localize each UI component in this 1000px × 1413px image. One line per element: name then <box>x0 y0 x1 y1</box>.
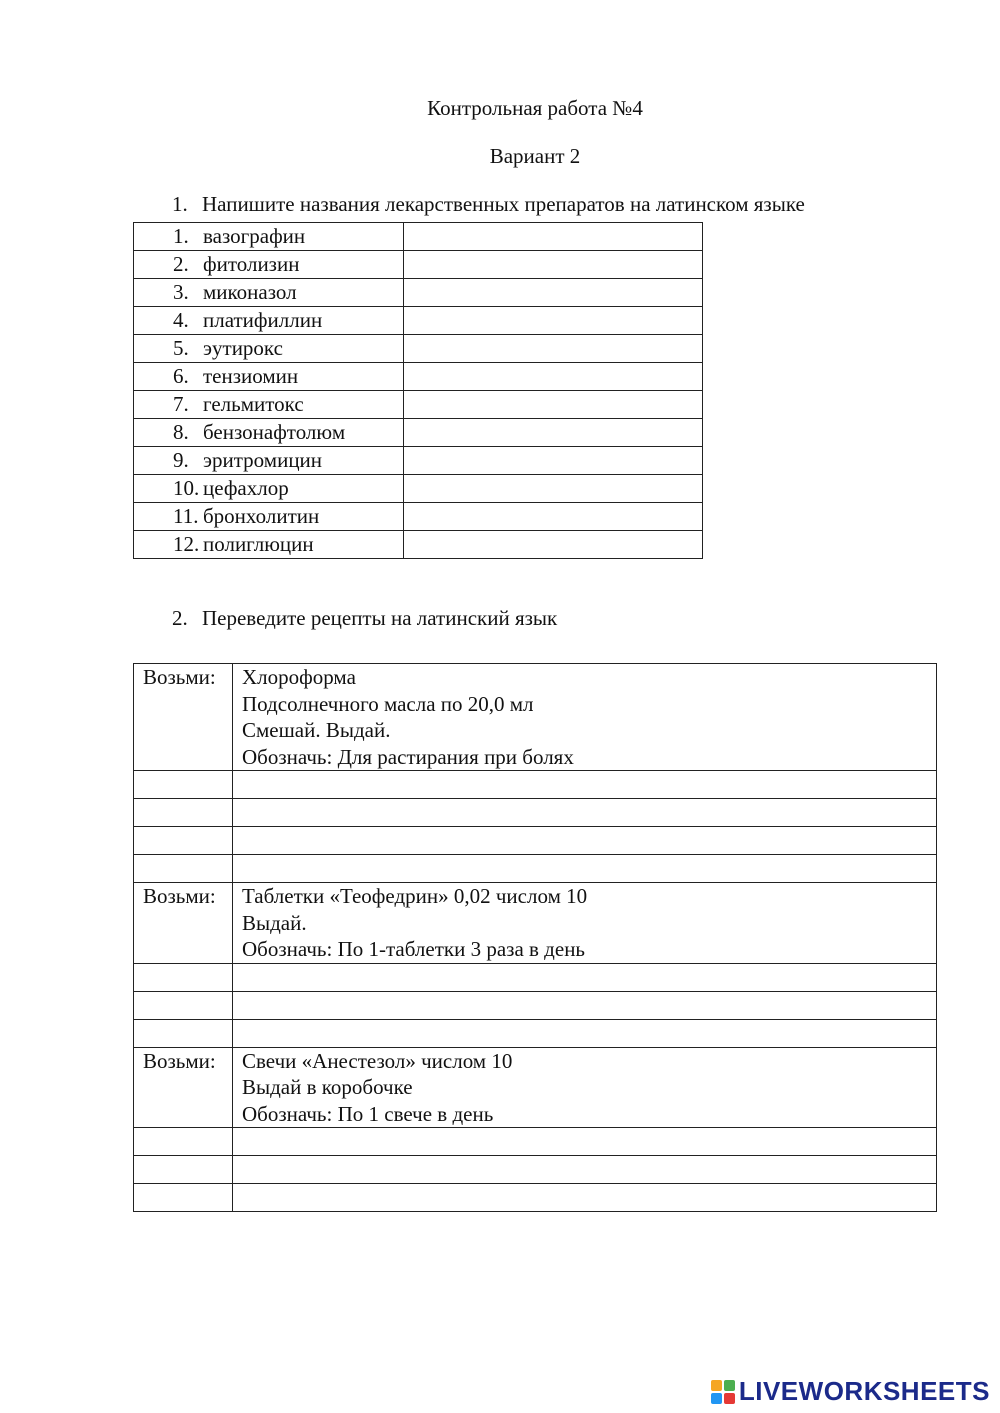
latin-answer-cell[interactable] <box>404 223 703 251</box>
drug-row <box>134 419 703 447</box>
latin-answer-cell[interactable] <box>404 503 703 531</box>
recipe-label-text: Возьми: <box>143 884 216 908</box>
recipe-line: Хлороформа <box>242 665 356 689</box>
drug-row <box>134 251 703 279</box>
drug-name-cell <box>134 251 404 279</box>
latin-answer-cell[interactable] <box>404 531 703 559</box>
answer-row <box>134 991 937 1019</box>
answer-row <box>134 827 937 855</box>
answer-label-cell[interactable] <box>134 827 233 855</box>
drug-number: 1. <box>173 224 189 248</box>
drug-row <box>134 531 703 559</box>
answer-text-cell[interactable] <box>233 799 937 827</box>
drug-name: фитолизин <box>203 252 300 276</box>
logo-square-3 <box>711 1393 722 1404</box>
recipes-table <box>133 663 937 1212</box>
drug-number: 9. <box>173 448 189 472</box>
drug-name: бронхолитин <box>203 504 320 528</box>
drug-row <box>134 363 703 391</box>
recipe-label <box>134 1047 233 1128</box>
recipe-label-text: Возьми: <box>143 665 216 689</box>
recipe-line: Обозначь: Для растирания при болях <box>242 744 574 769</box>
drug-row <box>134 335 703 363</box>
drug-name-cell <box>134 447 404 475</box>
drug-name: гельмитокс <box>203 392 304 416</box>
drug-row <box>134 447 703 475</box>
recipe-row <box>134 664 937 771</box>
drug-number: 7. <box>173 392 189 416</box>
drug-number: 11. <box>173 504 199 528</box>
drug-name-cell <box>134 335 404 363</box>
recipe-text <box>233 883 937 964</box>
latin-answer-cell[interactable] <box>404 251 703 279</box>
drug-name-cell <box>134 279 404 307</box>
recipe-text <box>233 664 937 771</box>
drug-name-cell <box>134 363 404 391</box>
task-2-text: Переведите рецепты на латинский язык <box>202 606 558 630</box>
answer-row <box>134 963 937 991</box>
task-2-number: 2. <box>172 606 188 630</box>
drug-name: тензиомин <box>203 364 299 388</box>
answer-label-cell[interactable] <box>134 855 233 883</box>
recipe-label <box>134 664 233 771</box>
drug-row <box>134 223 703 251</box>
latin-answer-cell[interactable] <box>404 419 703 447</box>
answer-row <box>134 799 937 827</box>
drug-row <box>134 307 703 335</box>
drug-names-table <box>133 222 703 559</box>
answer-text-cell[interactable] <box>233 1128 937 1156</box>
drug-number: 8. <box>173 420 189 444</box>
drug-number: 10. <box>173 476 200 500</box>
recipe-line: Подсолнечного масла по 20,0 мл <box>242 691 534 716</box>
drug-number: 3. <box>173 280 189 304</box>
answer-row <box>134 855 937 883</box>
recipe-label <box>134 883 233 964</box>
drug-number: 12. <box>173 532 200 556</box>
latin-answer-cell[interactable] <box>404 475 703 503</box>
drug-number: 6. <box>173 364 189 388</box>
logo-square-4 <box>724 1393 735 1404</box>
drug-name: бензонафтолюм <box>203 420 346 444</box>
answer-text-cell[interactable] <box>233 1156 937 1184</box>
answer-label-cell[interactable] <box>134 1128 233 1156</box>
latin-answer-cell[interactable] <box>404 363 703 391</box>
drug-row <box>134 391 703 419</box>
page-title: Контрольная работа №4 <box>427 96 643 120</box>
drug-number: 2. <box>173 252 189 276</box>
drug-name: цефахлор <box>203 476 289 500</box>
liveworksheets-logo <box>711 1376 990 1407</box>
drug-number: 5. <box>173 336 189 360</box>
latin-answer-cell[interactable] <box>404 307 703 335</box>
drug-row <box>134 503 703 531</box>
drug-name-cell <box>134 307 404 335</box>
latin-answer-cell[interactable] <box>404 279 703 307</box>
recipe-line: Таблетки «Теофедрин» 0,02 числом 10 <box>242 884 588 908</box>
answer-text-cell[interactable] <box>233 1184 937 1212</box>
recipe-line: Обозначь: По 1 свече в день <box>242 1101 494 1126</box>
answer-text-cell[interactable] <box>233 1019 937 1047</box>
task-1-heading <box>172 192 805 217</box>
answer-label-cell[interactable] <box>134 1019 233 1047</box>
drug-name: платифиллин <box>203 308 323 332</box>
answer-row <box>134 771 937 799</box>
recipe-line: Выдай. <box>242 910 307 935</box>
answer-row <box>134 1156 937 1184</box>
drug-name-cell <box>134 391 404 419</box>
answer-row <box>134 1019 937 1047</box>
drug-name: вазографин <box>203 224 306 248</box>
task-1-number: 1. <box>172 192 188 216</box>
drug-number: 4. <box>173 308 189 332</box>
recipe-text <box>233 1047 937 1128</box>
task-1-text: Напишите названия лекарственных препаратов на латинском языке <box>202 192 805 216</box>
recipe-line: Обозначь: По 1-таблетки 3 раза в день <box>242 937 586 961</box>
recipe-line: Выдай в коробочке <box>242 1075 413 1099</box>
latin-answer-cell[interactable] <box>404 335 703 363</box>
answer-text-cell[interactable] <box>233 771 937 799</box>
drug-name: эритромицин <box>203 448 323 472</box>
drug-row <box>134 279 703 307</box>
logo-grid-icon <box>711 1380 735 1404</box>
recipe-line: Свечи «Анестезол» числом 10 <box>242 1048 513 1073</box>
answer-label-cell[interactable] <box>134 991 233 1019</box>
drug-name-cell <box>134 419 404 447</box>
recipe-row <box>134 883 937 964</box>
answer-label-cell[interactable] <box>134 963 233 991</box>
answer-text-cell[interactable] <box>233 855 937 883</box>
answer-text-cell[interactable] <box>233 991 937 1019</box>
recipe-line: Смешай. Выдай. <box>242 718 391 742</box>
drug-name: полиглюцин <box>203 532 314 556</box>
recipe-label-text: Возьми: <box>143 1048 216 1073</box>
drug-row <box>134 475 703 503</box>
answer-label-cell[interactable] <box>134 771 233 799</box>
drug-name-cell <box>134 531 404 559</box>
answer-row <box>134 1128 937 1156</box>
logo-text: LIVEWORKSHEETS <box>738 1376 990 1406</box>
answer-label-cell[interactable] <box>134 799 233 827</box>
drug-name-cell <box>134 475 404 503</box>
variant-title: Вариант 2 <box>489 144 581 168</box>
drug-name-cell <box>134 503 404 531</box>
answer-label-cell[interactable] <box>134 1184 233 1212</box>
recipe-row <box>134 1047 937 1128</box>
answer-text-cell[interactable] <box>233 963 937 991</box>
task-2-heading <box>172 606 557 631</box>
answer-text-cell[interactable] <box>233 827 937 855</box>
answer-row <box>134 1184 937 1212</box>
latin-answer-cell[interactable] <box>404 391 703 419</box>
drug-name-cell <box>134 223 404 251</box>
answer-label-cell[interactable] <box>134 1156 233 1184</box>
logo-square-1 <box>711 1380 722 1391</box>
latin-answer-cell[interactable] <box>404 447 703 475</box>
drug-name: миконазол <box>203 280 297 304</box>
logo-square-2 <box>724 1380 735 1391</box>
drug-name: эутирокс <box>203 336 283 360</box>
